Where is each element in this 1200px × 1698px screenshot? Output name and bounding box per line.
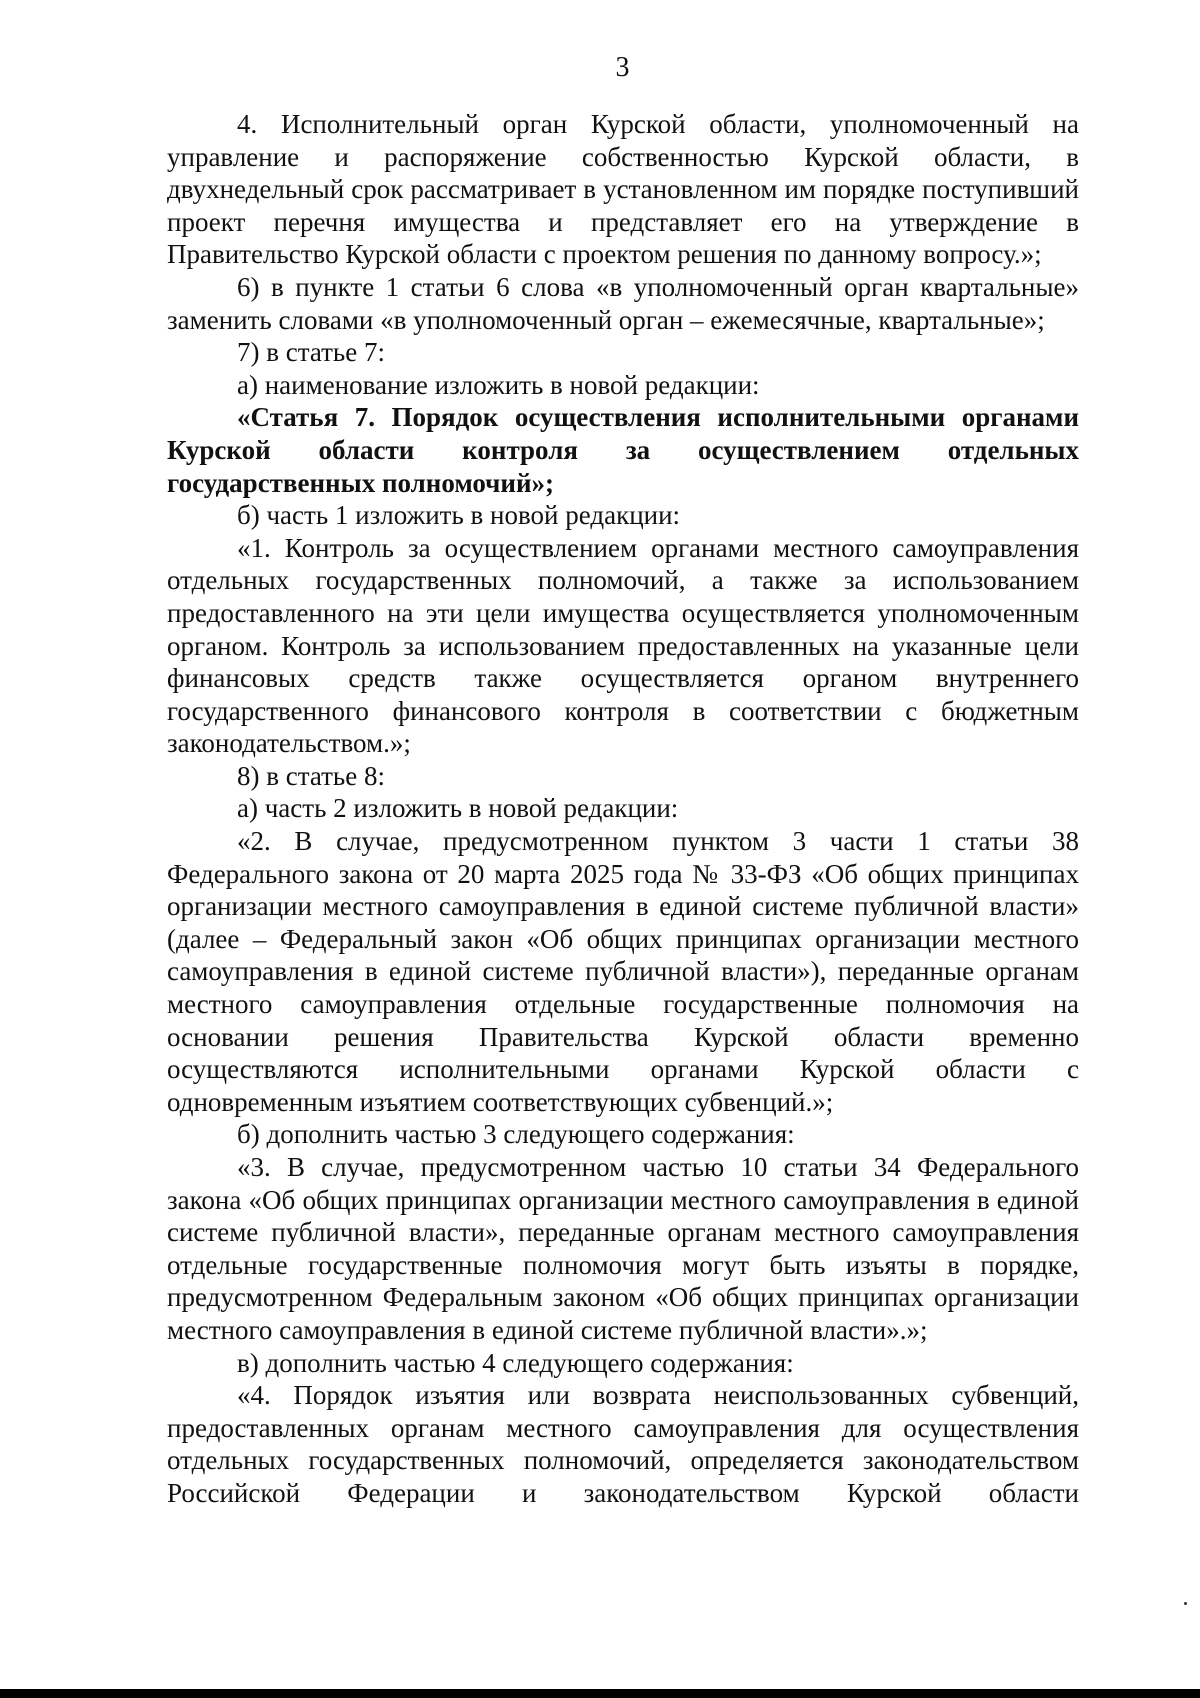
paragraph-subitem-7b: б) часть 1 изложить в новой редакции:: [237, 500, 681, 531]
paragraph-subitem-8v: в) дополнить частью 4 следующего содержания:: [237, 1347, 794, 1378]
paragraph-article-8-part-4: «4. Порядок изъятия или возврата неиспользованных субвенций, предоставленных органам местного самоуправления для осуществления отдельных государственных полномочий, определяется законодательством Российской Федерации и законодательством Курской области: [167, 1380, 1079, 1508]
scan-speck: [1184, 1602, 1187, 1605]
article-7-heading: «Статья 7. Порядок осуществления исполнительными органами Курской области контроля за осуществлением отдельных государственных полномочий»;: [167, 402, 1079, 498]
paragraph-subitem-6: 6) в пункте 1 статьи 6 слова «в уполномоченный орган квартальные» заменить словами «в уполномоченный орган – ежемесячные, квартальные»;: [167, 271, 1079, 335]
paragraph-subitem-8: 8) в статье 8:: [237, 760, 385, 791]
scan-bottom-edge: [0, 1689, 1200, 1698]
paragraph-subitem-7a: а) наименование изложить в новой редакции:: [237, 369, 760, 400]
paragraph-article-8-part-3: «3. В случае, предусмотренном частью 10 статьи 34 Федерального закона «Об общих принципах организации местного самоуправления в единой системе публичной власти», переданные органам местного самоуправления отдельные государственные полномочия могут быть изъяты в порядке, предусмотренном Федеральным законом «Об общих принципах организации местного самоуправления в единой системе публичной власти».»;: [167, 1152, 1079, 1345]
document-body: [167, 108, 1079, 1510]
paragraph-subitem-8a: а) часть 2 изложить в новой редакции:: [237, 793, 679, 824]
paragraph-article-7-part-1: «1. Контроль за осуществлением органами местного самоуправления отдельных государственных полномочий, а также за использованием предоставленного на эти цели имущества осуществляется уполномоченным органом. Контроль за использованием предоставленных на указанные цели финансовых средств также осуществляется органом внутреннего государственного финансового контроля в соответствии с бюджетным законодательством.»;: [167, 532, 1079, 759]
paragraph-subitem-8b: б) дополнить частью 3 следующего содержания:: [237, 1119, 795, 1150]
paragraph-item-4-continuation: 4. Исполнительный орган Курской области, уполномоченный на управление и распоряжение собственностью Курской области, в двухнедельный срок рассматривает в установленном им порядке поступивший проект перечня имущества и представляет его на утверждение в Правительство Курской области с проектом решения по данному вопросу.»;: [167, 109, 1079, 270]
page-number: 3: [615, 52, 630, 83]
paragraph-subitem-7: 7) в статье 7:: [237, 337, 385, 368]
paragraph-article-8-part-2: «2. В случае, предусмотренном пунктом 3 части 1 статьи 38 Федерального закона от 20 марта 2025 года № 33-ФЗ «Об общих принципах организации местного самоуправления в единой системе публичной власти» (далее – Федеральный закон «Об общих принципах организации местного самоуправления в единой системе публичной власти»), переданные органам местного самоуправления отдельные государственные полномочия на основании решения Правительства Курской области временно осуществляются исполнительными органами Курской области с одновременным изъятием соответствующих субвенций.»;: [167, 826, 1079, 1117]
